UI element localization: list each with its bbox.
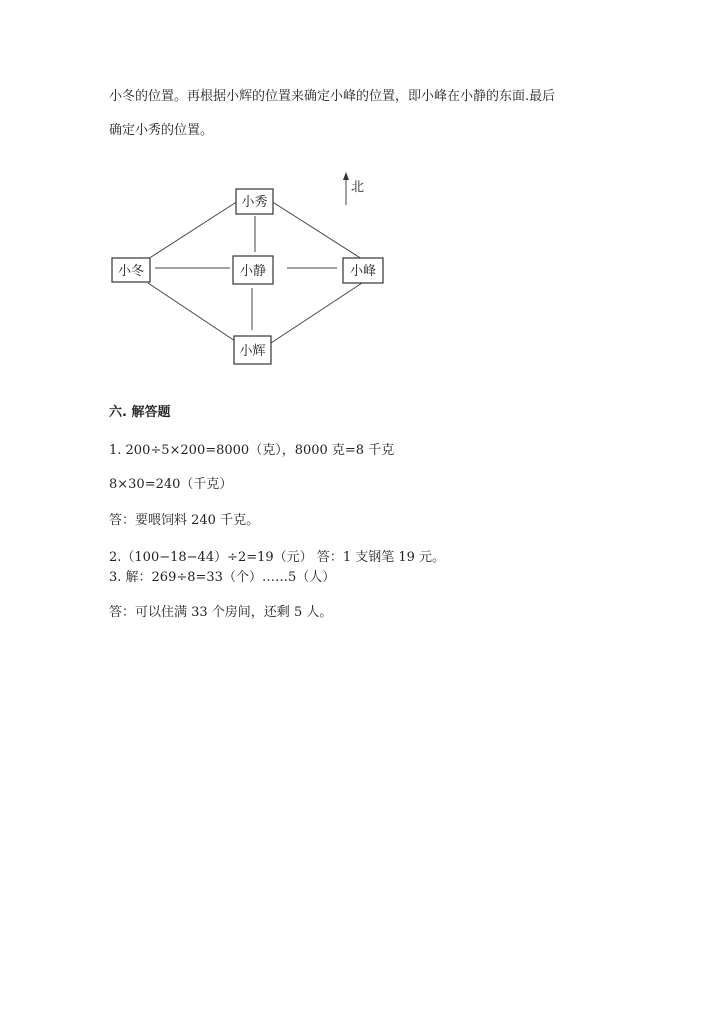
node-feng xyxy=(343,258,383,283)
edge-hui-feng xyxy=(271,283,362,343)
node-hui-label: 小辉 xyxy=(239,344,266,359)
node-xiu xyxy=(236,189,273,214)
node-jing-label: 小静 xyxy=(239,264,267,279)
edge-dong-xiu xyxy=(148,201,238,259)
node-dong xyxy=(112,258,150,282)
q3-answer: 答：可以住满 33 个房间，还剩 5 人。 xyxy=(109,605,333,620)
q1-line-2: 8×30=240（千克） xyxy=(109,477,233,492)
intro-line-2: 确定小秀的位置。 xyxy=(109,123,214,138)
edge-dong-hui xyxy=(148,283,238,343)
node-feng-label: 小峰 xyxy=(349,264,377,279)
intro-line-1: 小冬的位置。再根据小辉的位置来确定小峰的位置，即小峰在小静的东面.最后 xyxy=(109,89,556,104)
node-dong-label: 小冬 xyxy=(117,264,145,279)
north-arrow-head xyxy=(343,172,349,180)
q1-answer: 答：要喂饲料 240 千克。 xyxy=(109,513,260,528)
node-hui xyxy=(234,336,271,364)
north-label: 北 xyxy=(351,180,365,195)
q3-line: 3. 解：269÷8=33（个）……5（人） xyxy=(109,570,336,585)
position-diagram xyxy=(0,0,720,380)
edge-xiu-feng xyxy=(271,201,362,259)
q1-line-1: 1. 200÷5×200=8000（克），8000 克=8 千克 xyxy=(109,443,395,458)
node-xiu-label: 小秀 xyxy=(241,195,268,210)
q2-line: 2.（100−18−44）÷2=19（元） 答：1 支钢笔 19 元。 xyxy=(109,550,446,565)
node-jing xyxy=(233,256,273,284)
section-title: 六. 解答题 xyxy=(109,405,171,420)
